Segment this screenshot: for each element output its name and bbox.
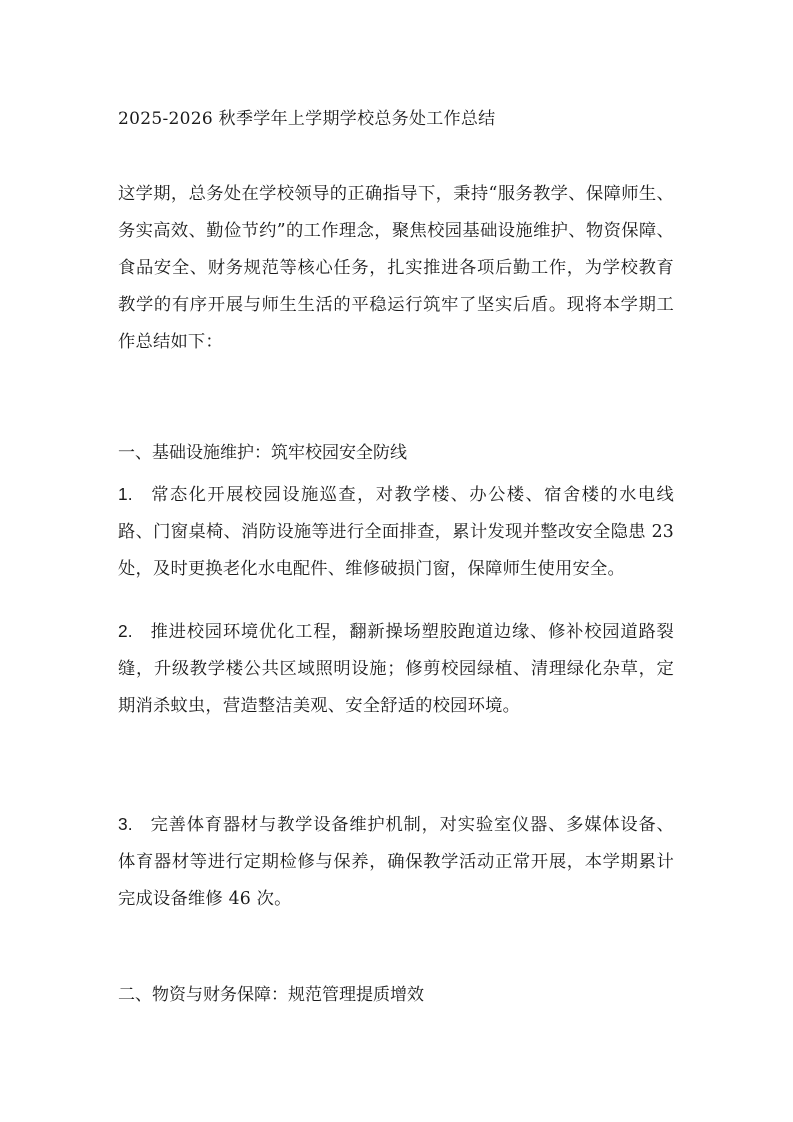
document-title: 2025-2026 秋季学年上学期学校总务处工作总结 xyxy=(118,109,496,129)
list-number: 2. xyxy=(118,621,133,641)
section-heading-1: 一、基础设施维护：筑牢校园安全防线 xyxy=(118,443,407,463)
section-heading-2: 二、物资与财务保障：规范管理提质增效 xyxy=(118,985,424,1005)
intro-paragraph: 这学期，总务处在学校领导的正确指导下，秉持“服务教学、保障师生、务实高效、勤俭节约”的工作理念，聚焦校园基础设施维护、物资保障、食品安全、财务规范等核心任务，扎实推进各项后勤工作，为学校教育教学的有序开展与师生生活的平稳运行筑牢了坚实后盾。现将本学期工作总结如下： xyxy=(118,184,674,352)
list-item-text: 常态化开展校园设施巡查，对教学楼、办公楼、宿舍楼的水电线路、门窗桌椅、消防设施等进行全面排查，累计发现并整改安全隐患 23 处，及时更换老化水电配件、维修破损门窗，保障师生使用安全。 xyxy=(118,485,674,579)
list-item-3 xyxy=(118,806,674,918)
list-number: 1. xyxy=(118,484,133,504)
list-item-2 xyxy=(118,613,674,725)
list-item-text: 完善体育器材与教学设备维护机制，对实验室仪器、多媒体设备、体育器材等进行定期检修与保养，确保教学活动正常开展，本学期累计完成设备维修 46 次。 xyxy=(118,815,674,909)
list-item-text: 推进校园环境优化工程，翻新操场塑胶跑道边缘、修补校园道路裂缝，升级教学楼公共区域照明设施；修剪校园绿植、清理绿化杂草，定期消杀蚊虫，营造整洁美观、安全舒适的校园环境。 xyxy=(118,622,674,716)
list-number: 3. xyxy=(118,814,133,834)
list-item-1 xyxy=(118,476,674,588)
